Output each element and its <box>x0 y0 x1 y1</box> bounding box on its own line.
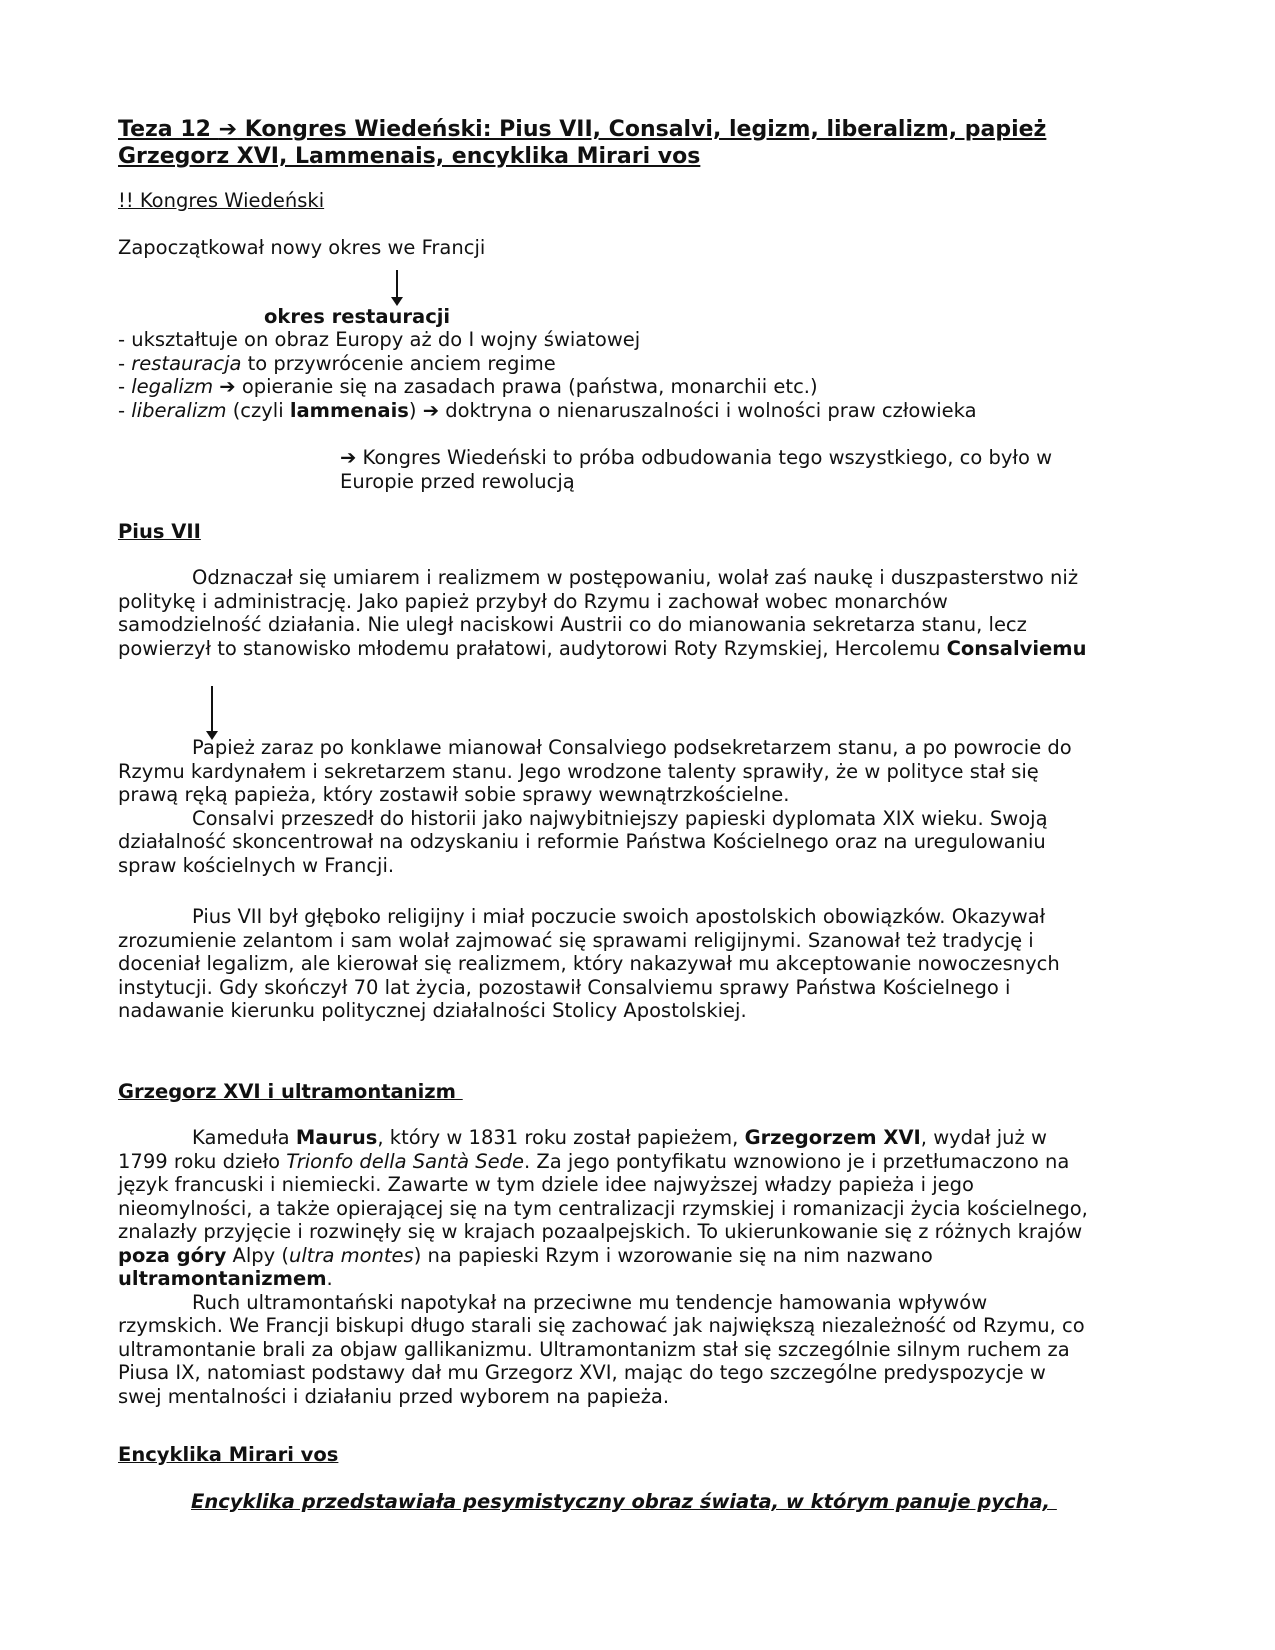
text-line: nieomylności, a także opierającej się na tym centralizacji rzymskiej i romanizacji życia kościelnego, <box>118 1196 1088 1220</box>
arrow-right-icon: ➔ <box>416 398 446 422</box>
section-heading-kongres: !! Kongres Wiedeński <box>118 189 325 212</box>
bullet-item: - legalizm ➔ opieranie się na zasadach prawa (państwa, monarchii etc.) <box>118 375 818 398</box>
section-heading-pius: Pius VII <box>118 520 201 543</box>
text-line: poza góry Alpy (ultra montes) na papieski Rzym i wzorowanie się na nim nazwano <box>118 1243 933 1267</box>
bullet-item: - ukształtuje on obraz Europy aż do I wojny światowej <box>118 328 641 351</box>
text-line: Kameduła Maurus, który w 1831 roku został papieżem, Grzegorzem XVI, wydał już w <box>192 1126 1047 1149</box>
text-line: 1799 roku dzieło Trionfo della Santà Sede. Za jego pontyfikatu wznowiono je i przetłumaczono na <box>118 1149 1070 1173</box>
text-line: rzymskich. We Francji biskupi długo starali się zachować jak największą niezależność od Rzymu, co <box>118 1314 1085 1337</box>
paragraph-pius-2 <box>118 736 1160 877</box>
text-line: politykę i administrację. Jako papież przybył do Rzymu i zachował wobec monarchów <box>118 589 948 613</box>
conclusion-line2: Europie przed rewolucją <box>340 470 575 493</box>
bullet-list <box>118 328 1160 422</box>
bullet-item: - restauracja to przywrócenie anciem regime <box>118 351 556 375</box>
text-line: instytucji. Gdy skończył 70 lat życia, pozostawił Consalviemu sprawy Państwa Kościelnego i <box>118 975 1011 999</box>
paragraph-grzegorz-1 <box>118 1126 1160 1408</box>
text-line: powierzył to stanowisko młodemu prałatowi, audytorowi Roty Rzymskiej, Hercolemu Consalviemu <box>118 636 1087 660</box>
text-line: zrozumienie zelantom i sam wolał zajmować się sprawami religijnymi. Szanował też tradycję i <box>118 928 1034 952</box>
text-line: Papież zaraz po konklawe mianował Consalviego podsekretarzem stanu, a po powrocie do <box>192 736 1072 759</box>
down-arrow-icon <box>396 270 398 298</box>
text-line: nadawanie kierunku politycznej działalności Stolicy Apostolskiej. <box>118 999 747 1022</box>
document-title-line2: Grzegorz XVI, Lammenais, encyklika Mirari vos <box>118 144 701 169</box>
section-heading-mirari: Encyklika Mirari vos <box>118 1443 339 1466</box>
conclusion-line1: ➔ Kongres Wiedeński to próba odbudowania tego wszystkiego, co było w <box>340 446 1053 469</box>
arrow-right-icon: ➔ <box>218 117 238 142</box>
text-line: Piusa IX, natomiast podstawy dał mu Grzegorz XVI, mając do tego szczególne predyspozycje w <box>118 1361 1046 1384</box>
paragraph-pius-3 <box>118 905 1160 1023</box>
text-line: spraw kościelnych w Francji. <box>118 853 395 877</box>
text-line: znalazły przyjęcie i rozwinęły się w krajach pozaalpejskich. To ukierunkowanie się z różnych krajów <box>118 1220 1083 1243</box>
text-line: prawą ręką papieża, który zostawił sobie sprawy wewnątrzkościelne. <box>118 783 790 806</box>
document-title: Teza 12 ➔ Kongres Wiedeński: Pius VII, Consalvi, legizm, liberalizm, papież <box>118 117 1047 142</box>
section-heading-grzegorz: Grzegorz XVI i ultramontanizm <box>118 1080 463 1103</box>
down-arrow-icon <box>211 686 213 732</box>
paragraph-pius-1 <box>118 566 1160 660</box>
period-label: okres restauracji <box>264 305 451 328</box>
text-line: ultramontanizmem. <box>118 1267 333 1290</box>
mirari-line: Encyklika przedstawiała pesymistyczny obraz świata, w którym panuje pycha, <box>191 1490 1057 1513</box>
text-line: Consalvi przeszedł do historii jako najwybitniejszy papieski dyplomata XIX wieku. Swoją <box>192 806 1048 830</box>
text-line: język francuski i niemiecki. Zawarte w tym dziele idee najwyższej władzy papieża i jego <box>118 1173 974 1196</box>
text-line: ultramontanie brali za objaw gallikanizmu. Ultramontanizm stał się szczególnie silnym ruchem za <box>118 1337 1070 1361</box>
text-line: Rzymu kardynałem i sekretarzem stanu. Jego wrodzone talenty sprawiły, że w polityce stał się <box>118 759 1039 783</box>
text-line: Ruch ultramontański napotykał na przeciwne mu tendencje hamowania wpływów <box>192 1290 988 1314</box>
text-line: Pius VII był głęboko religijny i miał poczucie swoich apostolskich obowiązków. Okazywał <box>192 905 1046 928</box>
text-line: doceniał legalizm, ale kierował się realizmem, który nakazywał mu akceptowanie nowoczesnych <box>118 952 1060 975</box>
arrow-right-icon: ➔ <box>213 375 242 398</box>
text-line: Odznaczał się umiarem i realizmem w postępowaniu, wolał zaś naukę i duszpasterstwo niż <box>192 566 1079 589</box>
bullet-item: - liberalizm (czyli lammenais) ➔ doktryna o nienaruszalności i wolności praw człowieka <box>118 398 977 422</box>
intro-line: Zapoczątkował nowy okres we Francji <box>118 236 486 259</box>
text-line: samodzielność działania. Nie uległ naciskowi Austrii co do mianowania sekretarza stanu, lecz <box>118 613 1027 636</box>
text-line: działalność skoncentrował na odzyskaniu i reformie Państwa Kościelnego oraz na uregulowaniu <box>118 830 1046 853</box>
arrow-right-icon: ➔ <box>340 446 363 469</box>
text-line: swej mentalności i działaniu przed wyborem na papieża. <box>118 1384 670 1408</box>
